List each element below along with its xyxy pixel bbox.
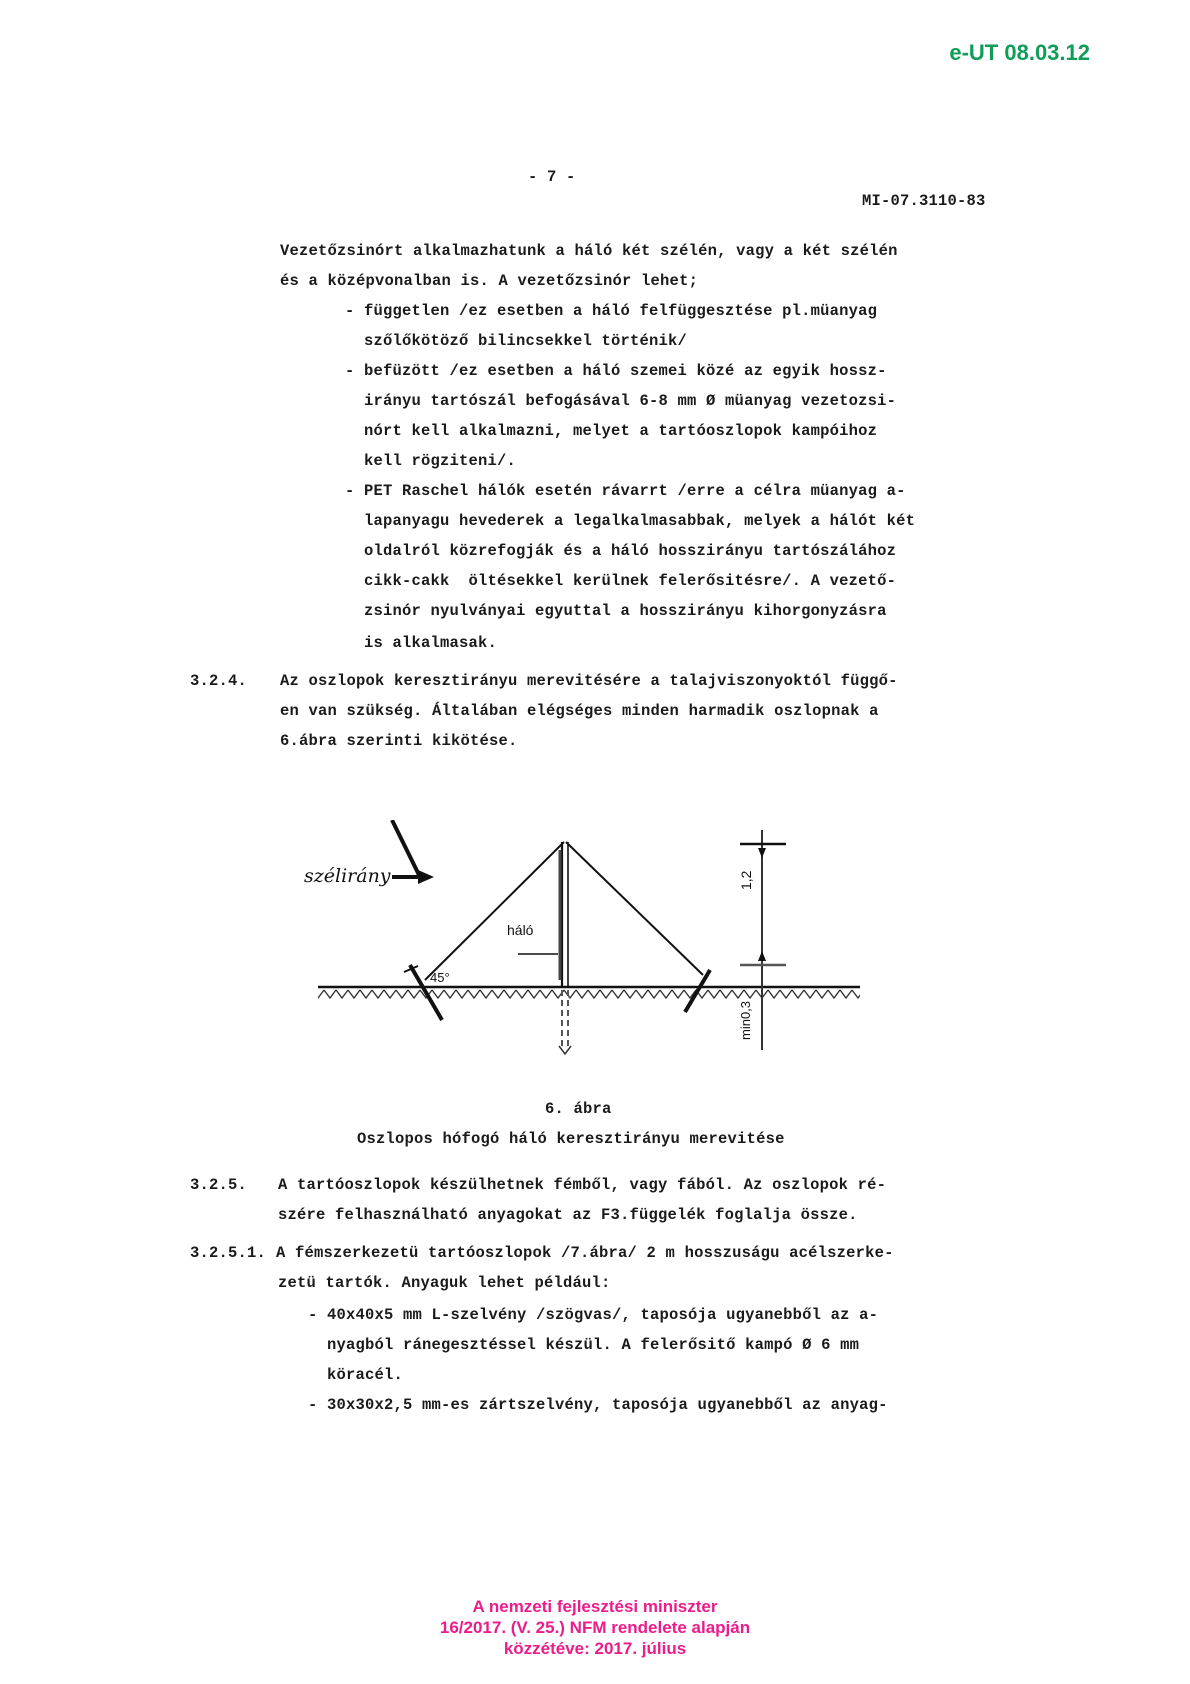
wind-arrow-icon (392, 875, 420, 879)
left-guy-wire (425, 842, 564, 980)
figure-caption-title: Oszlopos hófogó háló keresztirányu merevitése (357, 1130, 785, 1148)
paragraph-line: A tartóoszlopok készülhetnek fémből, vagy fából. Az oszlopok ré- (278, 1176, 887, 1194)
list-item-line: is alkalmasak. (345, 634, 498, 652)
list-item-line: lapanyagu hevederek a legalkalmasabbak, melyek a hálót két (345, 512, 916, 530)
figure-6-diagram (300, 820, 860, 1060)
list-item-line: - 40x40x5 mm L-szelvény /szögvas/, taposója ugyanebből az a- (308, 1306, 879, 1324)
standard-code: MI-07.3110-83 (862, 192, 986, 210)
list-item-line: nórt kell alkalmazni, melyet a tartóoszlopok kampóihoz (345, 422, 878, 440)
list-item-line: kell rögziteni/. (345, 452, 517, 470)
net-label: háló (507, 922, 534, 938)
paragraph-line: 6.ábra szerinti kikötése. (280, 732, 518, 750)
footer-line: közzétéve: 2017. július (503, 1639, 687, 1658)
list-item-line: nyagból ránegesztéssel készül. A felerősitő kampó Ø 6 mm (308, 1336, 860, 1354)
publication-footer (0, 1596, 1190, 1659)
list-item-line: cikk-cakk öltésekkel kerülnek felerősitésre/. A vezető- (345, 572, 897, 590)
list-item-line: - PET Raschel hálók esetén rávarrt /erre a célra müanyag a- (345, 482, 906, 500)
list-item-line: köracél. (308, 1366, 404, 1384)
height-dimension-label: 1,2 (738, 870, 754, 890)
list-item-line: szőlőkötöző bilincsekkel történik/ (345, 332, 688, 350)
right-guy-wire (566, 842, 703, 975)
list-item-line: zsinór nyulványai egyuttal a hosszirányu kihorgonyzásra (345, 602, 887, 620)
paragraph-line: Vezetőzsinórt alkalmazhatunk a háló két szélén, vagy a két szélén (280, 242, 898, 260)
document-id: e-UT 08.03.12 (949, 40, 1090, 65)
paragraph-line: szére felhasználható anyagokat az F3.függelék foglalja össze. (278, 1206, 858, 1224)
list-item-line: irányu tartószál befogásával 6-8 mm Ø müanyag vezetozsi- (345, 392, 897, 410)
section-number-3-2-5: 3.2.5. (190, 1176, 248, 1194)
section-number-3-2-5-1: 3.2.5.1. (190, 1244, 267, 1262)
wind-direction-label: szélirány (304, 865, 391, 887)
footer-line: A nemzeti fejlesztési miniszter (472, 1597, 718, 1616)
paragraph-line: A fémszerkezetü tartóoszlopok /7.ábra/ 2 m hosszuságu acélszerke- (276, 1244, 894, 1262)
paragraph-line: zetü tartók. Anyaguk lehet például: (278, 1274, 611, 1292)
soil-hatching (318, 988, 860, 1000)
figure-caption-number: 6. ábra (545, 1100, 612, 1118)
depth-dimension-label: min0,3 (738, 1000, 753, 1040)
page-number: - 7 - (528, 168, 576, 186)
list-item-line: - befüzött /ez esetben a háló szemei közé az egyik hossz- (345, 362, 887, 380)
list-item-line: oldalról közrefogják és a háló hosszirányu tartószálához (345, 542, 897, 560)
paragraph-line: en van szükség. Általában elégséges minden harmadik oszlopnak a (280, 702, 879, 720)
footer-line: 16/2017. (V. 25.) NFM rendelete alapján (439, 1618, 751, 1637)
list-item-line: - 30x30x2,5 mm-es zártszelvény, taposója ugyanebből az anyag- (308, 1396, 888, 1414)
section-number-3-2-4: 3.2.4. (190, 672, 248, 690)
angle-label: 45° (430, 970, 450, 985)
list-item-line: - független /ez esetben a háló felfüggesztése pl.müanyag (345, 302, 878, 320)
paragraph-line: és a középvonalban is. A vezetőzsinór lehet; (280, 272, 699, 290)
paragraph-line: Az oszlopok keresztirányu merevitésére a talajviszonyoktól függő- (280, 672, 898, 690)
